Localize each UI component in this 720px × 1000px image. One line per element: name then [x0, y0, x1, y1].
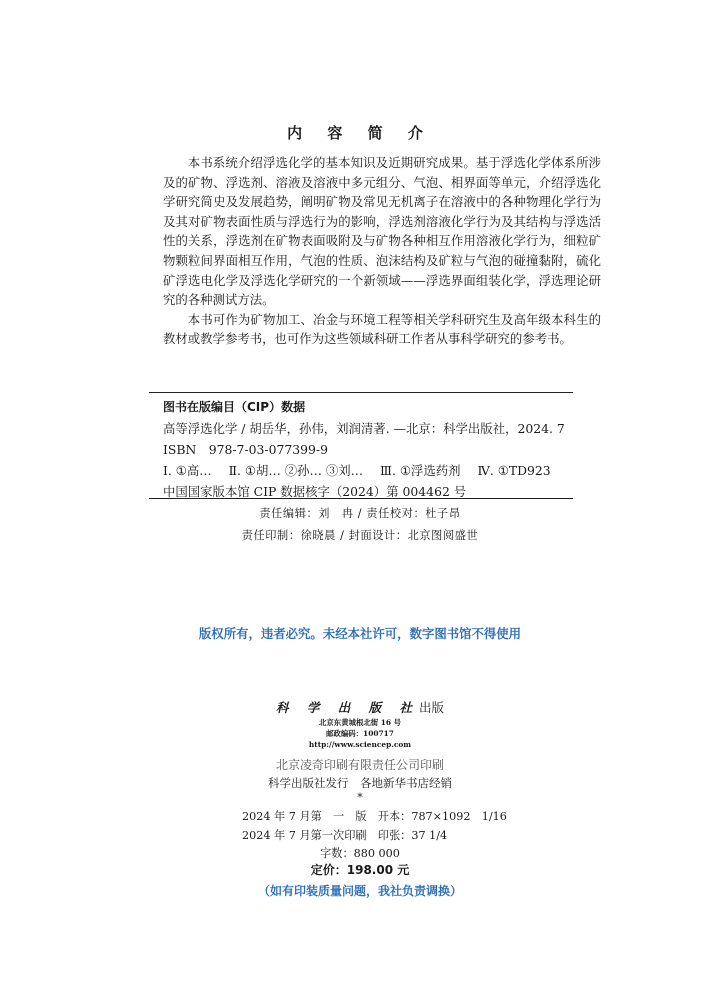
content-summary	[163, 153, 601, 349]
cip-record: 高等浮选化学 / 胡岳华，孙伟，刘润清著. —北京：科学出版社，2024. 7	[163, 421, 565, 436]
distribution-line: 科学出版社发行 各地新华书店经销	[268, 776, 452, 790]
cip-block	[163, 397, 583, 502]
cip-top-rule	[149, 392, 573, 393]
cip-class-4: Ⅳ. ①TD923	[477, 463, 551, 478]
summary-paragraph-2: 本书可作为矿物加工、冶金与环境工程等相关学科研究生及高年级本科生的教材或教学参考书，也可作为这些领域科研工作者从事科学研究的参考书。	[163, 311, 601, 347]
summary-paragraph-1: 本书系统介绍浮选化学的基本知识及近期研究成果。基于浮选化学体系所涉及的矿物、浮选剂、溶液及溶液中多元组分、气泡、相界面等单元，介绍浮选化学研究简史及发展趋势，阐明矿物及常见无机离子在溶液中的各种物理化学行为及其对矿物表面性质与浮选行为的影响，浮选剂溶液化学行为及其结构与浮选活性的关系，浮选剂在矿物表面吸附及与矿物各种相互作用溶液化学行为，细粒矿物颗粒间界面相互作用，气泡的性质、泡沫结构及矿粒与气泡的碰撞黏附，硫化矿浮选电化学及浮选化学研究的一个新领域——浮选界面组装化学，浮选理论研究的各种测试方法。	[163, 155, 601, 308]
publisher-line	[0, 698, 720, 716]
publisher-postcode: 邮政编码：100717	[326, 729, 394, 738]
cip-bottom-rule	[149, 498, 573, 499]
cip-classification	[163, 460, 583, 481]
quality-notice: （如有印装质量问题，我社负责调换）	[257, 884, 462, 898]
cip-class-2: Ⅱ. ①胡… ②孙… ③刘…	[228, 463, 364, 478]
edition-line-2: 2024 年 7 月第一次印刷 印张：37 1/4	[242, 829, 448, 842]
cip-class-1: Ⅰ. ①高…	[163, 463, 212, 478]
cip-isbn: ISBN 978-7-03-077399-9	[163, 442, 328, 457]
editors-line-2: 责任印制：徐晓晨 / 封面设计：北京图阅盛世	[241, 529, 479, 542]
copyright-notice: 版权所有，违者必究。未经本社许可，数字图书馆不得使用	[198, 626, 522, 641]
publisher-address-block	[0, 717, 720, 750]
cip-heading: 图书在版编目（CIP）数据	[163, 400, 306, 414]
printer-line: 北京凌奇印刷有限责任公司印刷	[275, 758, 444, 772]
editors-block	[0, 503, 720, 547]
edition-line-1: 2024 年 7 月第 一 版 开本：787×1092 1/16	[242, 810, 507, 823]
publisher-name-logo: 科 学 出 版 社	[276, 700, 419, 715]
price: 定价：198.00 元	[310, 863, 410, 877]
editors-line-1: 责任编辑：刘 冉 / 责任校对：杜子昂	[259, 507, 461, 520]
page-title: 内 容 简 介	[287, 124, 433, 142]
publisher-suffix: 出版	[418, 700, 444, 715]
separator-star: *	[357, 791, 363, 804]
cip-class-3: Ⅲ. ①浮选药剂	[380, 463, 461, 478]
publisher-address: 北京东黄城根北街 16 号	[319, 718, 401, 727]
publisher-website: http://www.sciencep.com	[308, 740, 412, 749]
word-count: 字数：880 000	[320, 847, 400, 860]
cip-check-number: 中国国家版本馆 CIP 数据核字（2024）第 004462 号	[163, 484, 467, 499]
